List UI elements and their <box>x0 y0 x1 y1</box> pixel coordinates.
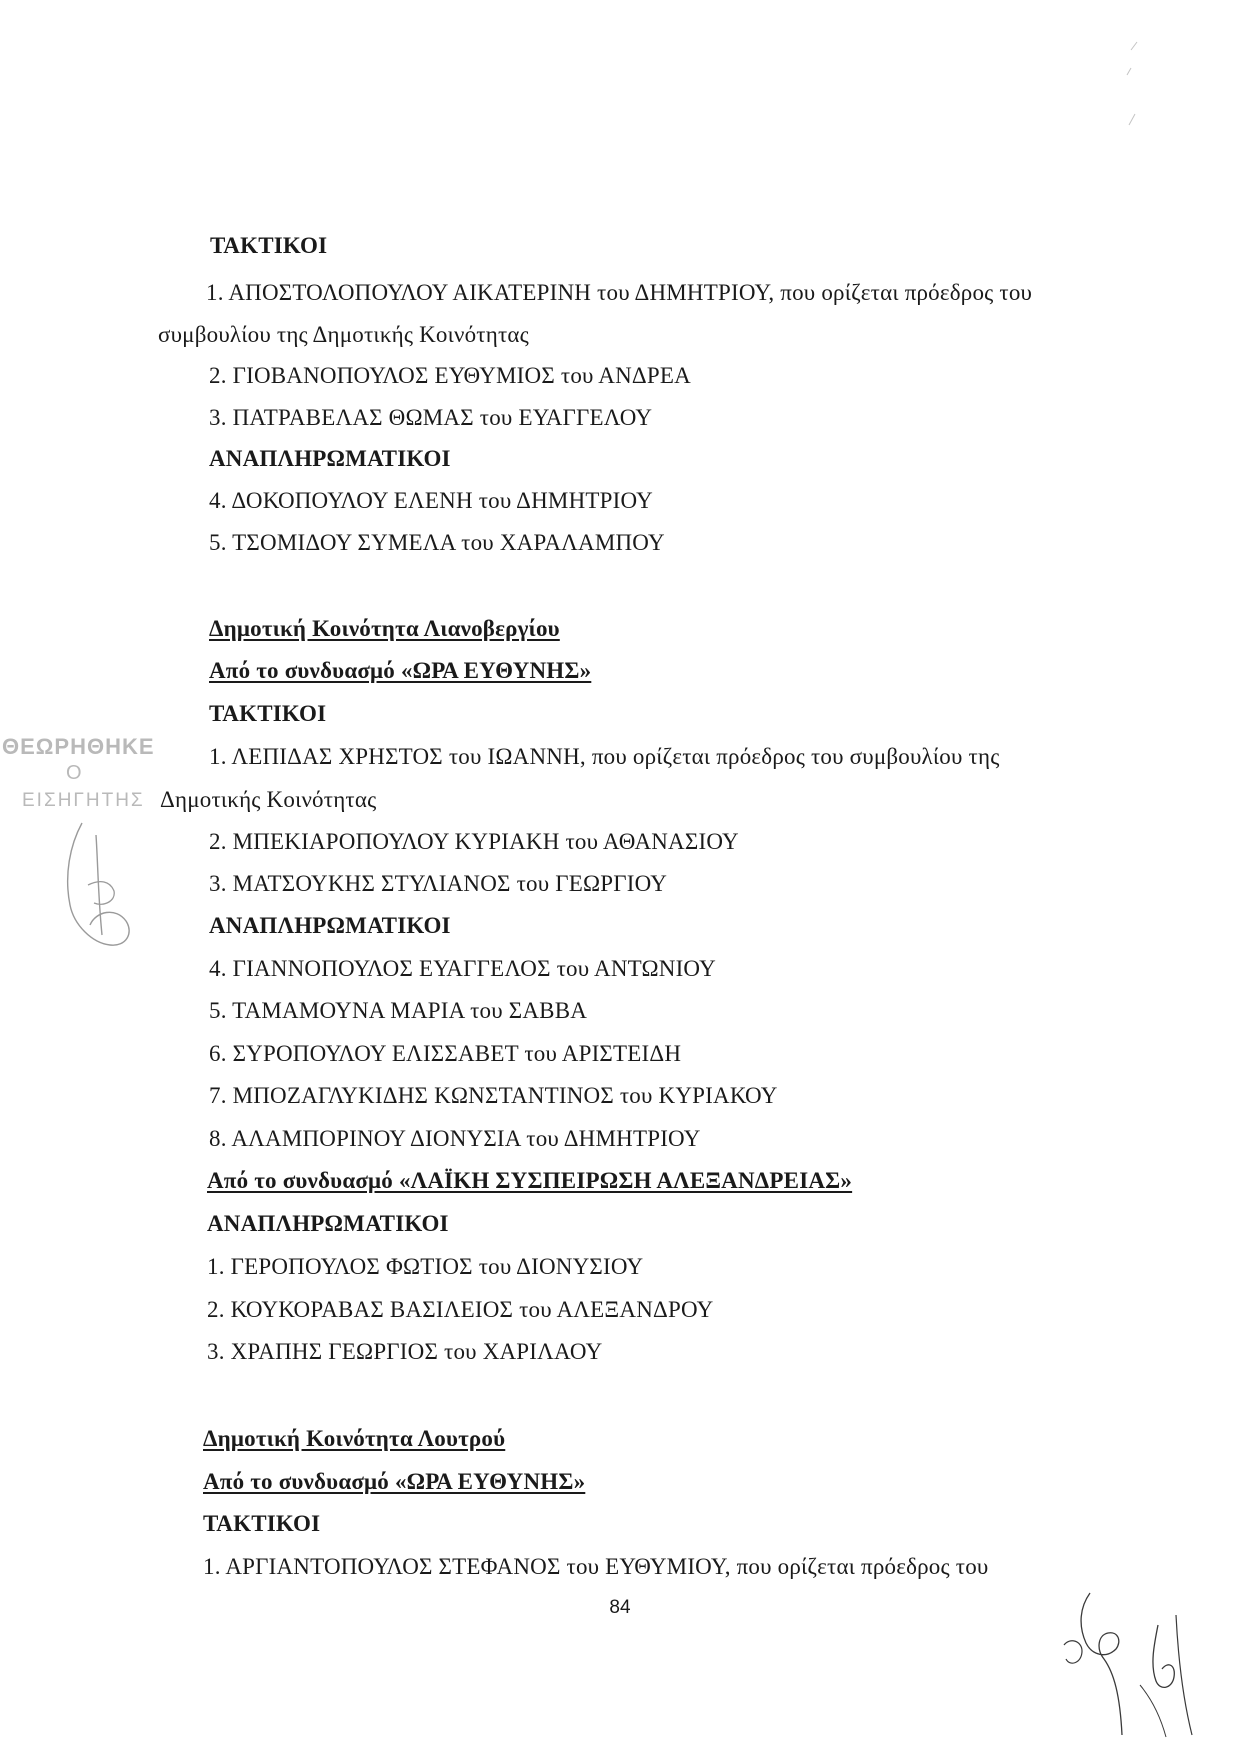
member-line: 4. ΓΙΑΝΝΟΠΟΥΛΟΣ ΕΥΑΓΓΕΛΟΣ του ΑΝΤΩΝΙΟΥ <box>209 956 716 981</box>
member-line: 1. ΑΡΓΙΑΝΤΟΠΟΥΛΟΣ ΣΤΕΦΑΝΟΣ του ΕΥΘΥΜΙΟΥ, που ορίζεται πρόεδρος του <box>203 1554 989 1579</box>
heading-alternate-members: ΑΝΑΠΛΗΡΩΜΑΤΙΚΟΙ <box>209 446 451 471</box>
member-line: 2. ΓΙΟΒΑΝΟΠΟΥΛΟΣ ΕΥΘΥΜΙΟΣ του ΑΝΔΡΕΑ <box>209 363 691 388</box>
member-line: 1. ΑΠΟΣΤΟΛΟΠΟΥΛΟΥ ΑΙΚΑΤΕΡΙΝΗ του ΔΗΜΗΤΡΙΟΥ, που ορίζεται πρόεδρος του <box>206 280 1033 305</box>
member-line: 1. ΓΕΡΟΠΟΥΛΟΣ ΦΩΤΙΟΣ του ΔΙΟΝΥΣΙΟΥ <box>207 1254 644 1279</box>
member-line: 5. ΤΣΟΜΙΔΟΥ ΣΥΜΕΛΑ του ΧΑΡΑΛΑΜΠΟΥ <box>209 530 665 555</box>
stamp-line: ΕΙΣΗΓΗΤΗΣ <box>22 790 145 811</box>
member-line: 5. ΤΑΜΑΜΟΥΝΑ ΜΑΡΙΑ του ΣΑΒΒΑ <box>209 998 588 1023</box>
member-line: 7. ΜΠΟΖΑΓΛΥΚΙΔΗΣ ΚΩΝΣΤΑΝΤΙΝΟΣ του ΚΥΡΙΑΚΟΥ <box>209 1083 778 1108</box>
member-line: 2. ΜΠΕΚΙΑΡΟΠΟΥΛΟΥ ΚΥΡΙΑΚΗ του ΑΘΑΝΑΣΙΟΥ <box>209 829 739 854</box>
stamp-line: ΘΕΩΡΗΘΗΚΕ <box>2 734 155 759</box>
stamp-line: Ο <box>66 762 83 784</box>
coalition-heading: Από το συνδυασμό «ΩΡΑ ΕΥΘΥΝΗΣ» <box>209 658 592 683</box>
heading-regular-members: ΤΑΚΤΙΚΟΙ <box>209 701 327 726</box>
heading-alternate-members: ΑΝΑΠΛΗΡΩΜΑΤΙΚΟΙ <box>207 1211 449 1236</box>
heading-alternate-members: ΑΝΑΠΛΗΡΩΜΑΤΙΚΟΙ <box>209 913 451 938</box>
heading-regular-members: ΤΑΚΤΙΚΟΙ <box>210 233 328 258</box>
member-line: 4. ΔΟΚΟΠΟΥΛΟΥ ΕΛΕΝΗ του ΔΗΜΗΤΡΙΟΥ <box>209 488 653 513</box>
member-line: Δημοτικής Κοινότητας <box>160 787 377 812</box>
corner-mark <box>1125 40 1165 140</box>
member-line: 3. ΜΑΤΣΟΥΚΗΣ ΣΤΥΛΙΑΝΟΣ του ΓΕΩΡΓΙΟΥ <box>209 871 668 896</box>
member-line: συμβουλίου της Δημοτικής Κοινότητας <box>158 322 529 347</box>
member-line: 8. ΑΛΑΜΠΟΡΙΝΟΥ ΔΙΟΝΥΣΙΑ του ΔΗΜΗΤΡΙΟΥ <box>209 1126 701 1151</box>
community-heading: Δημοτική Κοινότητα Λουτρού <box>203 1426 506 1451</box>
member-line: 1. ΛΕΠΙΔΑΣ ΧΡΗΣΤΟΣ του ΙΩΑΝΝΗ, που ορίζεται πρόεδρος του συμβουλίου της <box>209 744 1000 769</box>
stamp-signature <box>52 815 142 955</box>
member-line: 3. ΧΡΑΠΗΣ ΓΕΩΡΓΙΟΣ του ΧΑΡΙΛΑΟΥ <box>207 1339 603 1364</box>
coalition-heading: Από το συνδυασμό «ΩΡΑ ΕΥΘΥΝΗΣ» <box>203 1469 586 1494</box>
member-line: 3. ΠΑΤΡΑΒΕΛΑΣ ΘΩΜΑΣ του ΕΥΑΓΓΕΛΟΥ <box>209 405 653 430</box>
community-heading: Δημοτική Κοινότητα Λιανοβεργίου <box>209 616 560 641</box>
member-line: 2. ΚΟΥΚΟΡΑΒΑΣ ΒΑΣΙΛΕΙΟΣ του ΑΛΕΞΑΝΔΡΟΥ <box>207 1297 714 1322</box>
coalition-heading: Από το συνδυασμό «ΛΑΪΚΗ ΣΥΣΠΕΙΡΩΣΗ ΑΛΕΞΑΝΔΡΕΙΑΣ» <box>207 1168 853 1193</box>
member-line: 6. ΣΥΡΟΠΟΥΛΟΥ ΕΛΙΣΣΑΒΕΤ του ΑΡΙΣΤΕΙΔΗ <box>209 1041 682 1066</box>
heading-regular-members: ΤΑΚΤΙΚΟΙ <box>203 1511 321 1536</box>
signature <box>1060 1585 1220 1745</box>
page-number: 84 <box>609 1597 631 1618</box>
